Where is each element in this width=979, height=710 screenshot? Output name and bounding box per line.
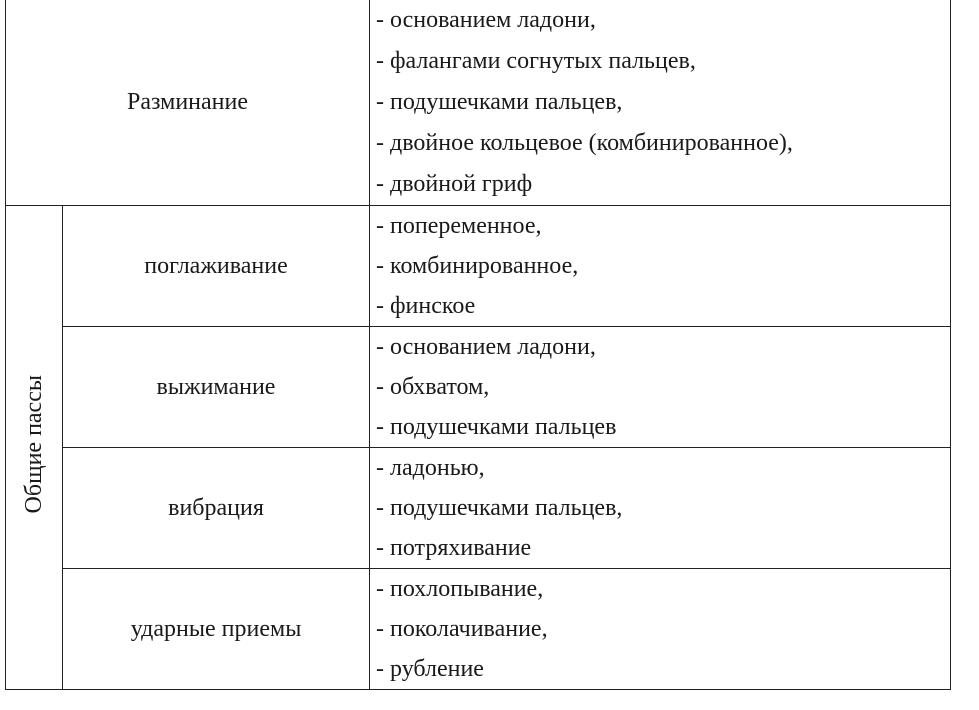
list-item: - подушечками пальцев, (376, 89, 623, 115)
technique-name: Разминание (6, 0, 370, 206)
list-item: - двойной гриф (376, 171, 533, 197)
list-item: - подушечками пальцев, (376, 495, 623, 521)
list-item: - похлопывание, (376, 576, 544, 602)
list-item: - обхватом, (376, 374, 490, 400)
list-item: - двойное кольцевое (комбинированное), (376, 130, 793, 156)
group-label: Общие пассы (20, 374, 47, 514)
list-item: - финское (376, 293, 476, 319)
table-row (6, 327, 951, 448)
technique-name: вибрация (63, 448, 370, 569)
technique-name: поглаживание (63, 206, 370, 327)
table-row (6, 569, 951, 690)
technique-name: выжимание (63, 327, 370, 448)
technique-variants (370, 569, 951, 690)
technique-name: ударные приемы (63, 569, 370, 690)
table-row (6, 0, 951, 206)
massage-techniques-table (5, 0, 951, 690)
technique-variants (370, 327, 951, 448)
list-item: - подушечками пальцев (376, 414, 617, 440)
group-label-cell (6, 206, 63, 690)
list-item: - основанием ладони, (376, 334, 596, 360)
list-item: - фалангами согнутых пальцев, (376, 48, 696, 74)
list-item: - основанием ладони, (376, 7, 596, 33)
list-item: - поколачивание, (376, 616, 548, 642)
list-item: - потряхивание (376, 535, 532, 561)
list-item: - попеременное, (376, 213, 542, 239)
table-row (6, 206, 951, 327)
technique-variants (370, 0, 951, 206)
list-item: - рубление (376, 656, 484, 682)
table-row (6, 448, 951, 569)
technique-variants (370, 206, 951, 327)
list-item: - комбинированное, (376, 253, 579, 279)
list-item: - ладонью, (376, 455, 485, 481)
technique-variants (370, 448, 951, 569)
